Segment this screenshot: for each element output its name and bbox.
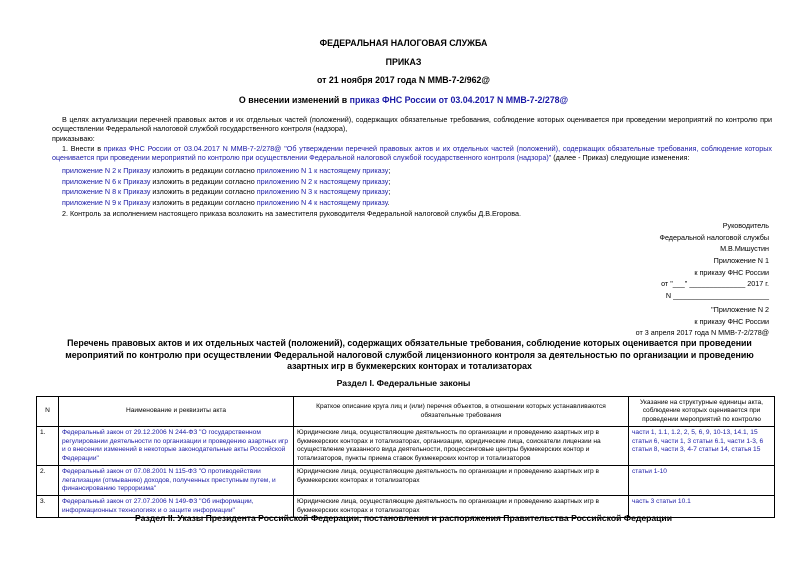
appendix-line: к приказу ФНС России	[694, 316, 769, 326]
change-target-link[interactable]: приложение N 8 к Приказу	[62, 187, 151, 196]
row-who: Юридические лица, осуществляющие деятельность по организации и проведению азартных игр в букмекерских конторах и тотализаторах	[294, 496, 629, 518]
item-1-tail: (далее - Приказ) следующие изменения:	[551, 153, 690, 162]
change-list	[62, 166, 782, 207]
change-end: ;	[388, 187, 391, 196]
row-who: Юридические лица, осуществляющие деятельность по организации и проведению азартных игр в букмекерских конторах и тотализаторах, организации, юридические лица, соискатели лицензии на осуществление указанного вида деятельности, процессинговые центры букмекерских контор и тотализаторов, пункты приема ставок букмекерских контор и тотализаторов	[294, 427, 629, 466]
section-2-title: Раздел II. Указы Президента Российской Федерации, постановления и распоряжения Правительства Российской Федерации	[135, 513, 672, 523]
item-2: 2. Контроль за исполнением настоящего приказа возложить на заместителя руководителя Федеральной налоговой службы Д.В.Егорова.	[62, 209, 522, 218]
appendix-line: от 3 апреля 2017 года N ММВ-7-2/278@	[635, 328, 769, 337]
order-date: от 21 ноября 2017 года N ММВ-7-2/962@	[317, 75, 490, 85]
item-1-link[interactable]: приказ ФНС России от 03.04.2017 N ММВ-7-2/278@ "Об утверждении перечней правовых актов и их отдельных частей (положений), содержащих обязательные требования, соблюдение которых оценивается при проведении мероприятий по контролю при осуществлении Федеральной налоговой службой государственного контроля (надзора)"	[52, 144, 772, 162]
preamble: В целях актуализации перечней правовых актов и их отдельных частей (положений), содержащих обязательные требования, соблюдение которых оценивается при проведении мероприятий по контролю при осуществлении Федеральной налоговой службой государственного контроля (надзора),	[52, 115, 772, 133]
change-source-link[interactable]: приложению N 1 к настоящему приказу	[256, 166, 389, 175]
change-end: .	[387, 197, 390, 207]
change-text: изложить в редакции согласно	[150, 197, 257, 207]
change-item	[62, 198, 782, 207]
units-link[interactable]: части 1, 1.1, 1.2, 2, 5, 6, 9, 10-13, 14.1, 15 статьи 6, части 1, 3 статьи 6.1, части 1-3, 6 статьи 8, части 3, 4-7 статьи 14, статья 15	[629, 427, 775, 466]
change-target-link[interactable]: приложение N 9 к Приказу	[62, 197, 151, 207]
table-header-row	[37, 397, 775, 427]
item-1	[52, 144, 772, 162]
change-text: изложить в редакции согласно	[150, 166, 257, 175]
units-link[interactable]: статьи 1-10	[629, 466, 775, 496]
signature-line: Федеральной налоговой службы	[659, 232, 769, 242]
doc-type: ПРИКАЗ	[385, 57, 422, 67]
change-item	[62, 166, 782, 175]
act-link[interactable]: Федеральный закон от 07.08.2001 N 115-ФЗ "О противодействии легализации (отмыванию) доходов, полученных преступным путем, и финансированию терроризма"	[59, 466, 294, 496]
change-source-link[interactable]: приложению N 4 к настоящему приказу	[256, 197, 388, 207]
change-end: ;	[388, 176, 391, 186]
change-text: изложить в редакции согласно	[150, 187, 257, 196]
item-1-num: 1. Внести в	[62, 144, 104, 153]
appendix-line: "Приложение N 2	[711, 305, 769, 314]
units-link[interactable]: часть 3 статьи 10.1	[629, 496, 775, 518]
row-number: 2.	[37, 466, 59, 496]
appendix-line: Приложение N 1	[713, 256, 769, 265]
agency-title: ФЕДЕРАЛЬНАЯ НАЛОГОВАЯ СЛУЖБА	[319, 38, 488, 48]
header-who: Краткое описание круга лиц и (или) перечня объектов, в отношении которых устанавливаются обязательные требования	[294, 397, 629, 427]
subject-link[interactable]: приказ ФНС России от 03.04.2017 N ММВ-7-2/278@	[349, 95, 569, 105]
change-text: изложить в редакции согласно	[150, 176, 257, 186]
change-item	[62, 177, 782, 186]
appendix-line: к приказу ФНС России	[694, 267, 769, 277]
change-item	[62, 187, 782, 196]
header-act: Наименование и реквизиты акта	[59, 397, 294, 427]
row-number: 3.	[37, 496, 59, 518]
requirements-table	[36, 396, 775, 518]
signature-line: Руководитель	[722, 221, 769, 230]
list-title: Перечень правовых актов и их отдельных частей (положений), содержащих обязательные требования, соблюдение которых оценивается при проведении мероприятий по контролю при осуществлении Федеральной налоговой службой лицензионного контроля за деятельностью по организации и проведению азартных игр в букмекерских конторах и тотализаторах	[65, 338, 754, 372]
order-word: приказываю:	[52, 134, 95, 143]
change-source-link[interactable]: приложению N 3 к настоящему приказу	[256, 187, 389, 196]
table-row	[37, 466, 775, 496]
table-row	[37, 427, 775, 466]
row-who: Юридические лица, осуществляющие деятельность по организации и проведению азартных игр в букмекерских конторах и тотализаторах	[294, 466, 629, 496]
appendix-1-block	[661, 256, 769, 300]
appendix-line: от "___" ______________ 2017 г.	[661, 279, 769, 288]
subject-prefix: О внесении изменений в	[238, 95, 350, 105]
section-1-title: Раздел I. Федеральные законы	[336, 378, 471, 388]
row-number: 1.	[37, 427, 59, 466]
act-link[interactable]: Федеральный закон от 27.07.2006 N 149-ФЗ "Об информации, информационных технологиях и о защите информации"	[59, 496, 294, 518]
appendix-line: N ________________________	[665, 290, 769, 300]
act-link[interactable]: Федеральный закон от 29.12.2006 N 244-ФЗ "О государственном регулировании деятельности по организации и проведению азартных игр и о внесении изменений в некоторые законодательные акты Российской Федерации"	[59, 427, 294, 466]
change-target-link[interactable]: приложение N 6 к Приказу	[62, 176, 151, 186]
change-source-link[interactable]: приложению N 2 к настоящему приказу	[256, 176, 389, 186]
change-target-link[interactable]: приложение N 2 к Приказу	[62, 166, 151, 175]
order-subject	[0, 95, 807, 106]
appendix-2-block	[636, 305, 769, 337]
change-end: ;	[388, 166, 391, 175]
header-number: N	[37, 397, 59, 427]
signature-block	[660, 221, 770, 253]
signature-line: М.В.Мишустин	[720, 244, 769, 253]
header-units: Указание на структурные единицы акта, соблюдение которых оценивается при проведении мероприятий по контролю	[629, 397, 775, 427]
